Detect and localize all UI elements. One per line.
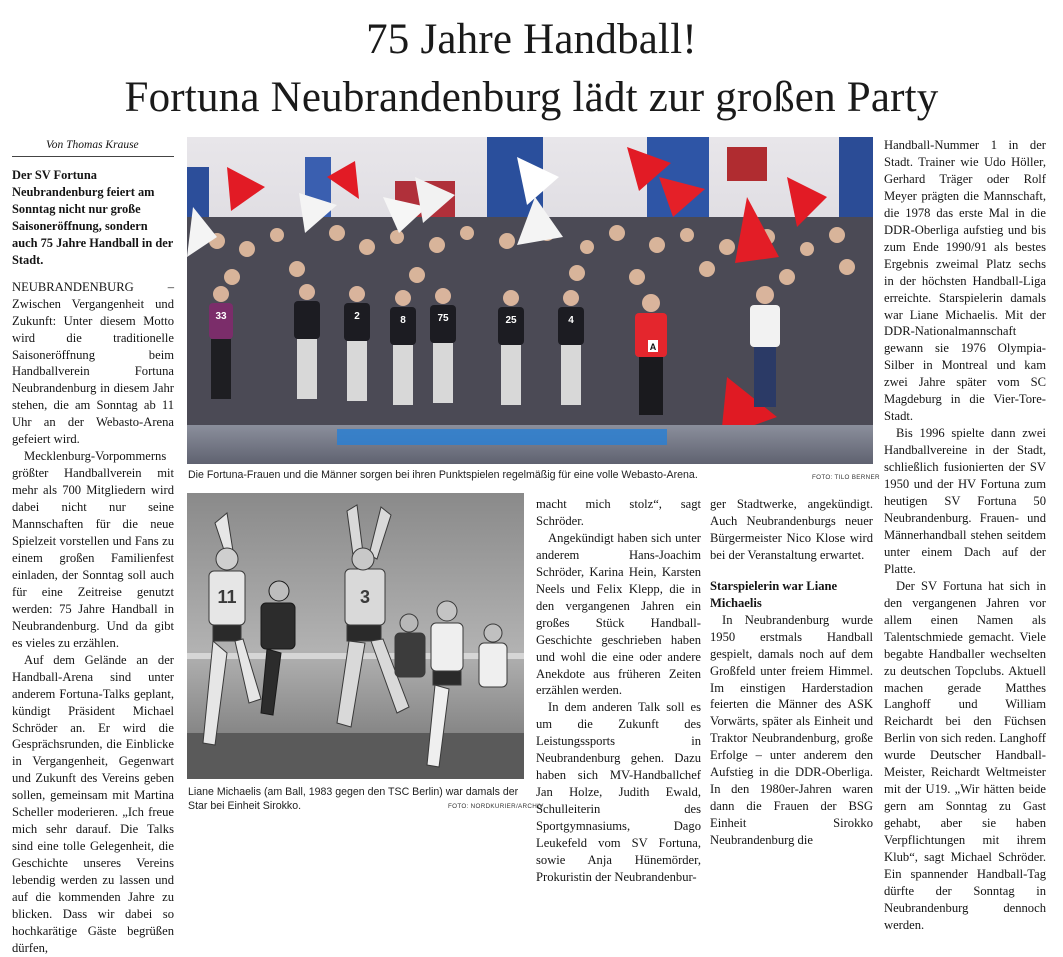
headline-line-1: 75 Jahre Handball! (366, 16, 697, 63)
paragraph: Auf dem Gelände an der Handball-Arena sind unter anderem Fortuna-Talks geplant, kündigt Präsident Michael Schröder an. Er wird die Gesprächsrunden, die Einblicke in Vergangenheit, Gegenwart und Zukunft des Vereins geben sollen, gemeinsam mit Martina Scheller moderieren. „Ich freue mich sehr darauf. Die Talks sind eine tolle Gelegenheit, die Geschichte unseres Vereins lebendig werden zu lassen und auf die kommenden Jahre zu blicken. Dass wir dabei so hochkarätige Gäste begrüßen dürfen, (12, 652, 174, 955)
paragraph: ger Stadtwerke, angekündigt. Auch Neubrandenburgs neuer Bürgermeister Nico Klose wird bei der Veranstaltung erwartet. (710, 497, 873, 562)
paragraph: In Neubrandenburg wurde 1950 erstmals Handball gespielt, damals noch auf dem Großfeld unter freiem Himmel. Im einstigen Harderstadion feierten die Männer des ASK Vorwärts, später als Einheit und Traktor Neubrandenburg, große Erfolge – unter anderem den Aufstieg in die DDR-Oberliga. In den 1980er-Jahren waren dann die Frauen der BSG Einheit Sirokko Neubrandenburg die (710, 612, 873, 848)
jersey-number: 4 (568, 315, 574, 326)
paragraph: In dem anderen Talk soll es um die Zukunft des Leistungssports in Neubrandenburg gehen. Dazu haben sich MV-Handballchef Jan Holze, Judith Ewald, Schulleiterin des Sportgymnasiums, Dago Leukefeld vom SV Fortuna, sowie Anja Hünemörder, Prokuristin der Neubrandenbur- (536, 700, 701, 884)
paragraph: Angekündigt haben sich unter anderem Hans-Joachim Schröder, Karina Hein, Karsten Neels und Felix Klepp, die in den vergangenen Jahren ein großes Stück Handball-Geschichte geschrieben haben und wohl die eine oder andere Anekdote aus früheren Zeiten erzählen werden. (536, 530, 701, 698)
paragraph: Mecklenburg-Vorpommerns größter Handballverein mit mehr als 700 Mitgliedern wird dabei nicht nur seine Mannschaften für die neue Spielzeit vorstellen und Fans zu einem großen Familienfest einladen, der Sonntag soll auch für eine Zeitreise genutzt werden: 75 Jahre Handball in Neubrandenburg. Und da gibt es vieles zu erzählen. (12, 449, 174, 650)
jersey-number: 25 (505, 315, 517, 326)
main-photo-caption: Die Fortuna-Frauen und die Männer sorgen bei ihren Punktspielen regelmäßig für eine volle Webasto-Arena. (188, 469, 698, 481)
jersey-number: 75 (437, 313, 449, 324)
paragraph: macht mich stolz“, sagt Schröder. (536, 497, 701, 528)
article-column-5 (884, 137, 1046, 934)
article-column-1 (12, 137, 174, 957)
main-photo-arena (187, 137, 873, 464)
jersey-number: 2 (354, 311, 360, 322)
archive-photo (187, 493, 524, 779)
jersey-number: 8 (400, 315, 406, 326)
article-column-4 (710, 496, 873, 849)
official-badge: A (649, 342, 657, 352)
jersey-number: 3 (359, 587, 371, 607)
archive-photo-caption: Liane Michaelis (am Ball, 1983 gegen den TSC Berlin) war damals der Star bei Einheit Sirokko. (188, 786, 519, 812)
paragraph: Der SV Fortuna hat sich in den vergangenen Jahren vor allem einen Namen als Talentschmiede gemacht. Viele begabte Handballer wechselten zu deutschen Topclubs. Aktuell machen gerade Matthes Langhoff und William Reichardt bei den Füchsen Berlin von sich reden. Langhoff wurde Deutscher Handball-Meister, Reichardt Weltmeister mit der U19. „Wir hätten beide gern am Sonntag zu Gast gehabt, aber sie haben Verpflichtungen mit ihrem Klub“, sagt Michael Schröder. Ein spannender Handball-Tag dürfte der Sonntag in Neubrandenburg dennoch werden. (884, 578, 1046, 932)
main-photo-credit: FOTO: TILO BERNER (812, 474, 880, 481)
jersey-number: 11 (217, 587, 237, 607)
headline-line-2: Fortuna Neubrandenburg lädt zur großen Party (124, 74, 939, 121)
paragraph: Handball-Nummer 1 in der Stadt. Trainer wie Udo Höller, Gerhard Träger oder Rolf Meyer prägten die Mannschaft, die 1978 das erste Mal in die DDR-Oberliga aufstieg und bis zum Ende 1990/91 als bestes Ergebnis zweimal Platz sechs in der höchsten Handball-Liga erreichte. Starspielerin damals war Liane Michaelis. Mit der DDR-Nationalmannschaft gewann sie 1976 Olympia-Silber in Montreal und kam zwei Jahre später vom SC Magdeburg in die Vier-Tore-Stadt. (884, 138, 1046, 424)
jersey-number: 33 (215, 311, 227, 322)
author-byline: Von Thomas Krause (12, 137, 174, 157)
archive-photo-credit: FOTO: NORDKURIER/ARCHIV (448, 803, 544, 810)
article-column-3 (536, 496, 701, 886)
paragraph: NEUBRANDENBURG – Zwischen Vergangenheit und Zukunft: Unter diesem Motto wird die traditionelle Saisoneröffnung beim Handballverein Fortuna Neubrandenburg in diesem Jahr stehen, die am Sonntag ab 11 Uhr an der Webasto-Arena gefeiert wird. (12, 279, 174, 447)
article-lead: Der SV Fortuna Neubrandenburg feiert am Sonntag nicht nur große Saisoneröffnung, sondern auch 75 Jahre Handball in der Stadt. (12, 168, 173, 267)
paragraph: Bis 1996 spielte dann zwei Handballvereine in der Stadt, schließlich fusionierten der SV 1950 und der HV Fortuna zum heutigen SV Fortuna 50 Neubrandenburg. Frauen- und Männerhandball stehen seitdem unter einem Dach auf der Platte. (884, 426, 1046, 576)
subheading: Starspielerin war Liane Michaelis (710, 578, 838, 610)
